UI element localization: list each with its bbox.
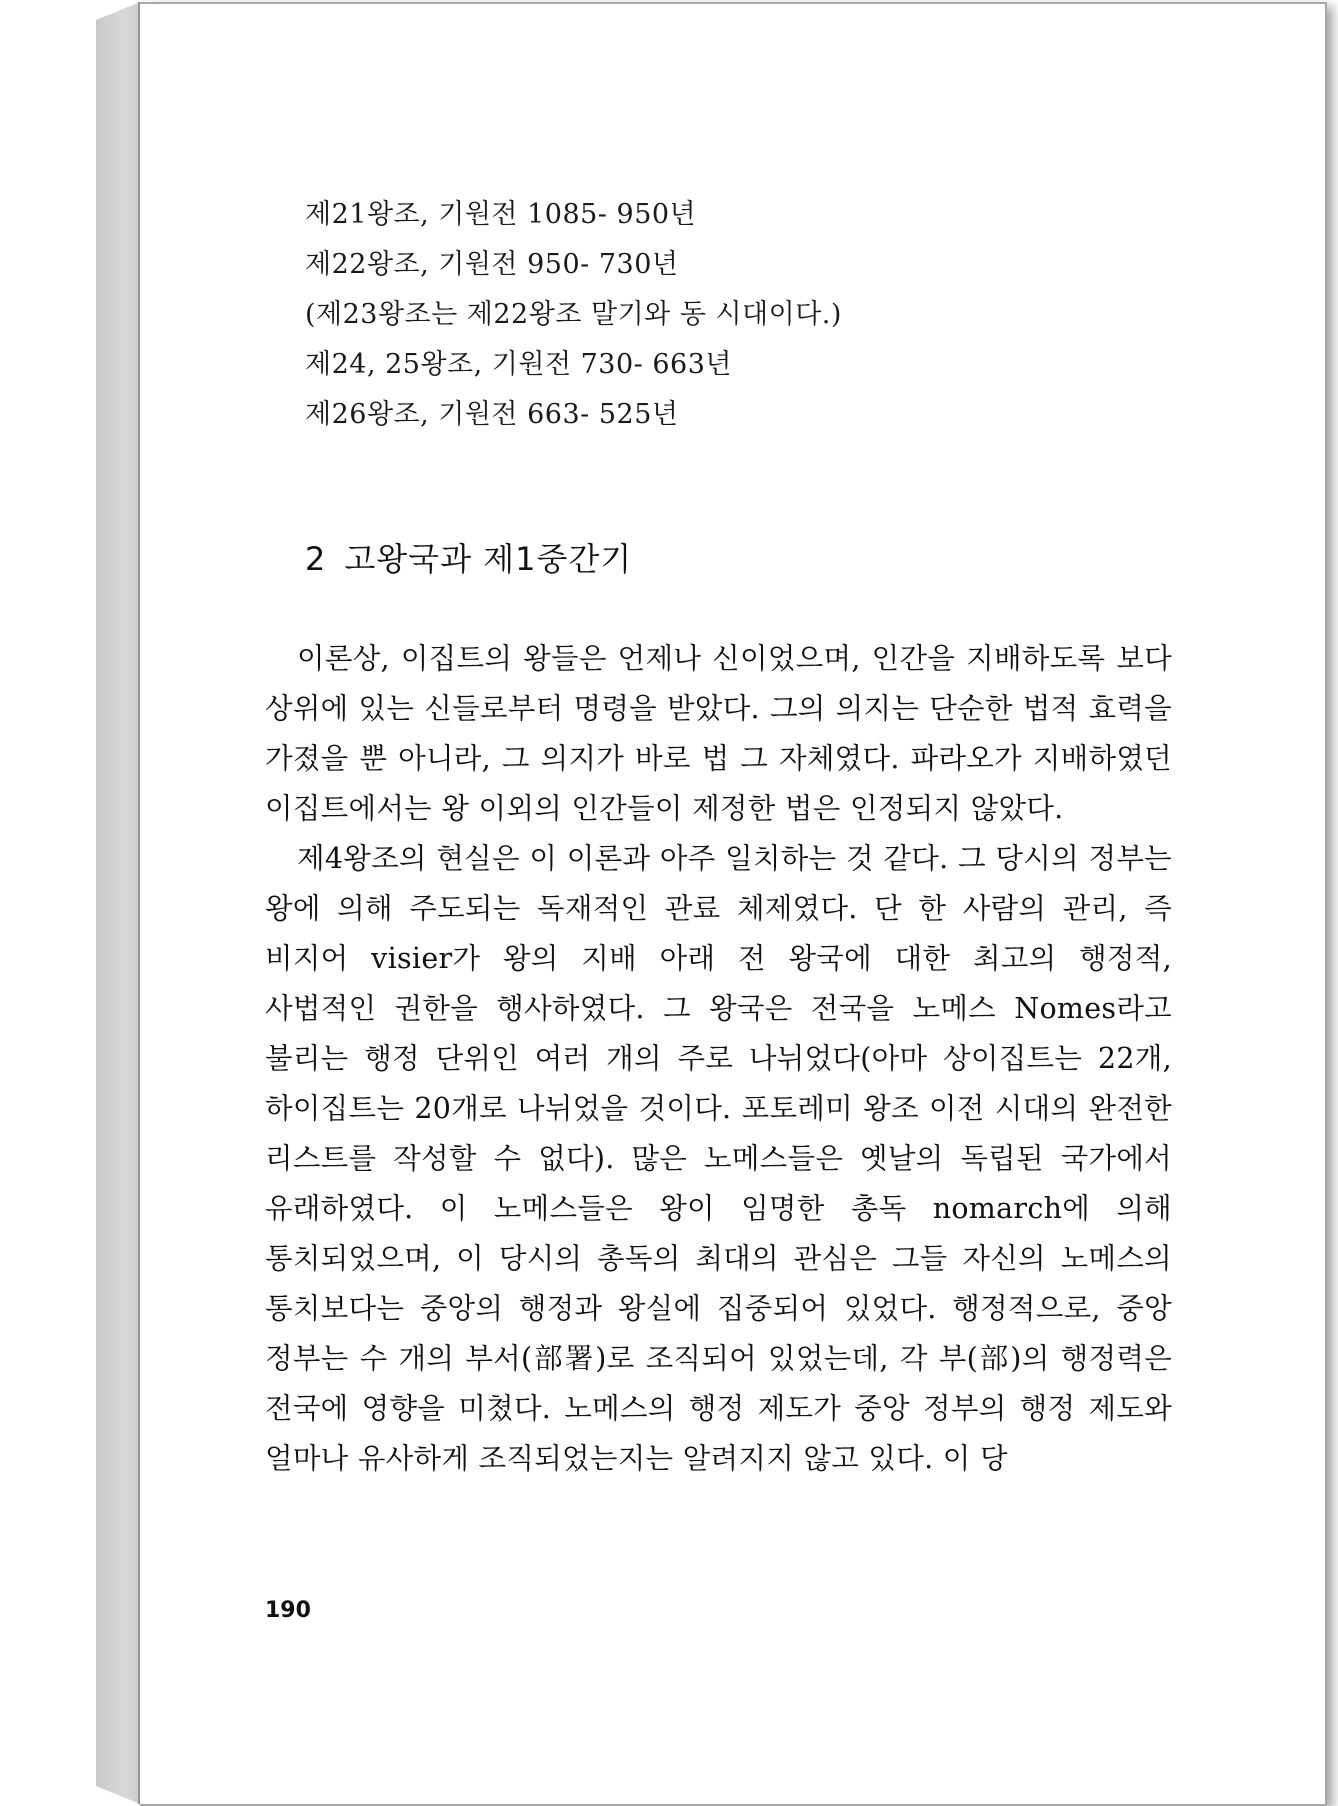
paragraph: 이론상, 이집트의 왕들은 언제나 신이었으며, 인간을 지배하도록 보다 상위에 있는 신들로부터 명령을 받았다. 그의 의지는 단순한 법적 효력을 가졌을 뿐 아니라, 그 의지가 바로 법 그 자체였다. 파라오가 지배하였던 이집트에서는 왕 이외의 인간들이 제정한 법은 인정되지 않았다. — [265, 642, 1172, 825]
paragraph: 제4왕조의 현실은 이 이론과 아주 일치하는 것 같다. 그 당시의 정부는 왕에 의해 주도되는 독재적인 관료 체제였다. 단 한 사람의 관리, 즉 비지어 visier가 왕의 지배 아래 전 왕국에 대한 최고의 행정적, 사법적인 권한을 행사하였다. 그 왕국은 전국을 노메스 Nomes라고 불리는 행정 단위인 여러 개의 주로 나뉘었다(아마 상이집트는 22개, 하이집트는 20개로 나뉘었을 것이다. 포토레미 왕조 이전 시대의 완전한 리스트를 작성할 수 없다). 많은 노메스들은 옛날의 독립된 국가에서 유래하였다. 이 노메스들은 왕이 임명한 총독 nomarch에 의해 통치되었으며, 이 당시의 총독의 최대의 관심은 그들 자신의 노메스의 통치보다는 중앙의 행정과 왕실에 집중되어 있었다. 행정적으로, 중앙 정부는 수 개의 부서(部署)로 조직되어 있었는데, 각 부(部)의 행정력은 전국에 영향을 미쳤다. 노메스의 행정 제도가 중앙 정부의 행정 제도와 얼마나 유사하게 조직되었는지는 알려지지 않고 있다. 이 당 — [265, 842, 1172, 1475]
body-text — [265, 634, 1172, 1484]
dynasty-list-item: 제26왕조, 기원전 663- 525년 — [305, 399, 679, 430]
dynasty-list-item: 제21왕조, 기원전 1085- 950년 — [305, 199, 697, 230]
book-page — [140, 2, 1327, 1806]
section-number: 2 — [305, 540, 327, 578]
dynasty-list-item: 제24, 25왕조, 기원전 730- 663년 — [305, 349, 732, 380]
dynasty-list — [305, 190, 842, 440]
book-spine-edge — [96, 2, 140, 1804]
page-number: 190 — [265, 1598, 311, 1623]
section-heading — [305, 534, 632, 580]
dynasty-list-item: (제23왕조는 제22왕조 말기와 동 시대이다.) — [305, 299, 842, 330]
page-content — [140, 4, 1325, 1804]
dynasty-list-item: 제22왕조, 기원전 950- 730년 — [305, 249, 679, 280]
section-title: 고왕국과 제1중간기 — [344, 540, 633, 578]
